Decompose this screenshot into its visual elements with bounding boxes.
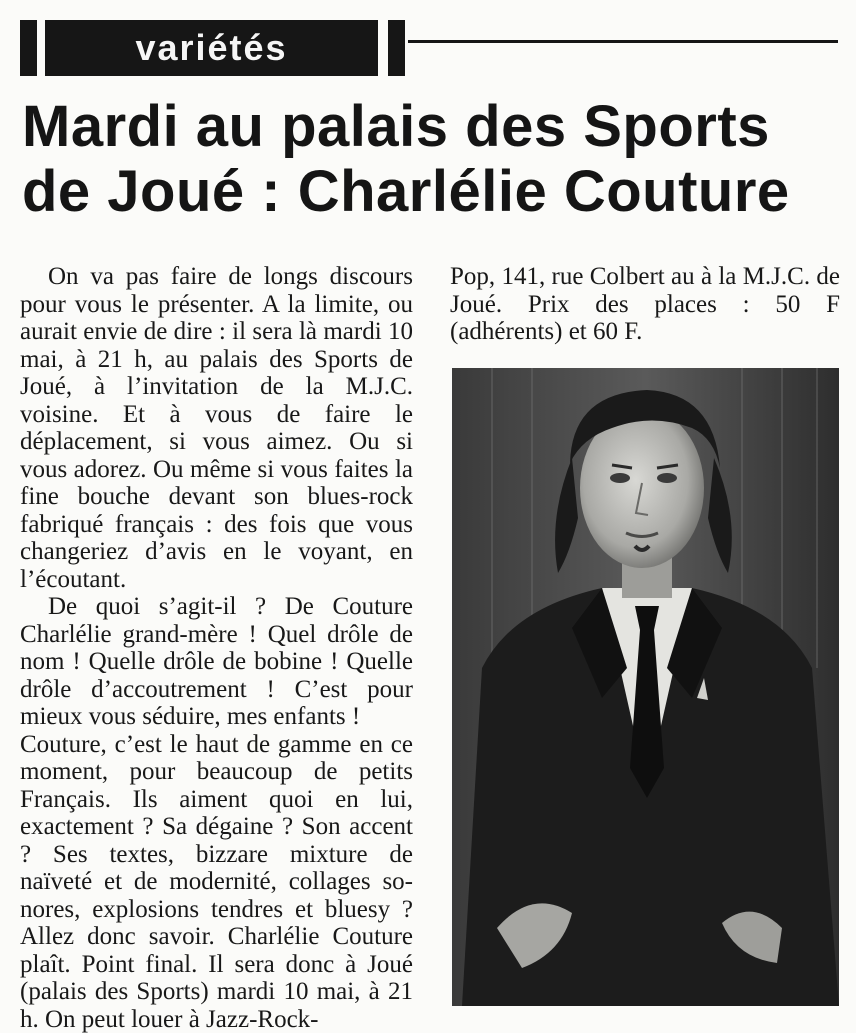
article-column-left <box>20 263 413 1033</box>
header-bar-left <box>20 20 37 76</box>
portrait-photo-icon <box>452 368 839 1006</box>
article-paragraph-2: De quoi s’agit-il ? De Couture Charlélie grand-mère ! Quel drôle de nom ! Quelle drôle de bobine ! Quelle drôle d’accoutrement ! C’est pour mieux vous séduire, mes enfants ! <box>20 593 413 731</box>
header-bar-right <box>388 20 405 76</box>
article-paragraph-1: On va pas faire de longs discours pour vous le présenter. A la limite, ou aurait envie de dire : il sera là mardi 10 mai, à 21 h, au palais des Sports de Joué, à l’invitation de la M.J.C. voisine. Et à vous de faire le déplacement, si vous aimez. Ou si vous adorez. Ou même si vous faites la fine bouche devant son blues-rock fabriqué français : des fois que vous changeriez d’avis en le voyant, en l’écoutant. <box>20 263 413 593</box>
headline-line-2: de Joué : Charlélie Couture <box>22 159 842 224</box>
headline <box>22 94 842 224</box>
article-continuation: Pop, 141, rue Colbert au à la M.J.C. de Joué. Prix des places : 50 F (adhérents) et 60 F. <box>450 263 840 346</box>
section-kicker: variétés <box>45 20 378 76</box>
article-column-right <box>450 263 840 346</box>
section-header <box>0 0 856 90</box>
portrait-photo <box>452 368 839 1006</box>
headline-line-1: Mardi au palais des Sports <box>22 94 842 159</box>
article-paragraph-3: Couture, c’est le haut de gamme en ce moment, pour beaucoup de petits Français. Ils aiment quoi en lui, exactement ? Sa dégaine ? Son accent ? Ses textes, bizzare mixture de naïveté et de modernité, collages sonores, explosions tendres et bluesy ? Allez donc savoir. Charlélie Couture plaît. Point final. Il sera donc à Joué (palais des Sports) mardi 10 mai, à 21 h. On peut louer à Jazz-Rock- <box>20 731 413 1033</box>
header-rule <box>408 40 838 43</box>
